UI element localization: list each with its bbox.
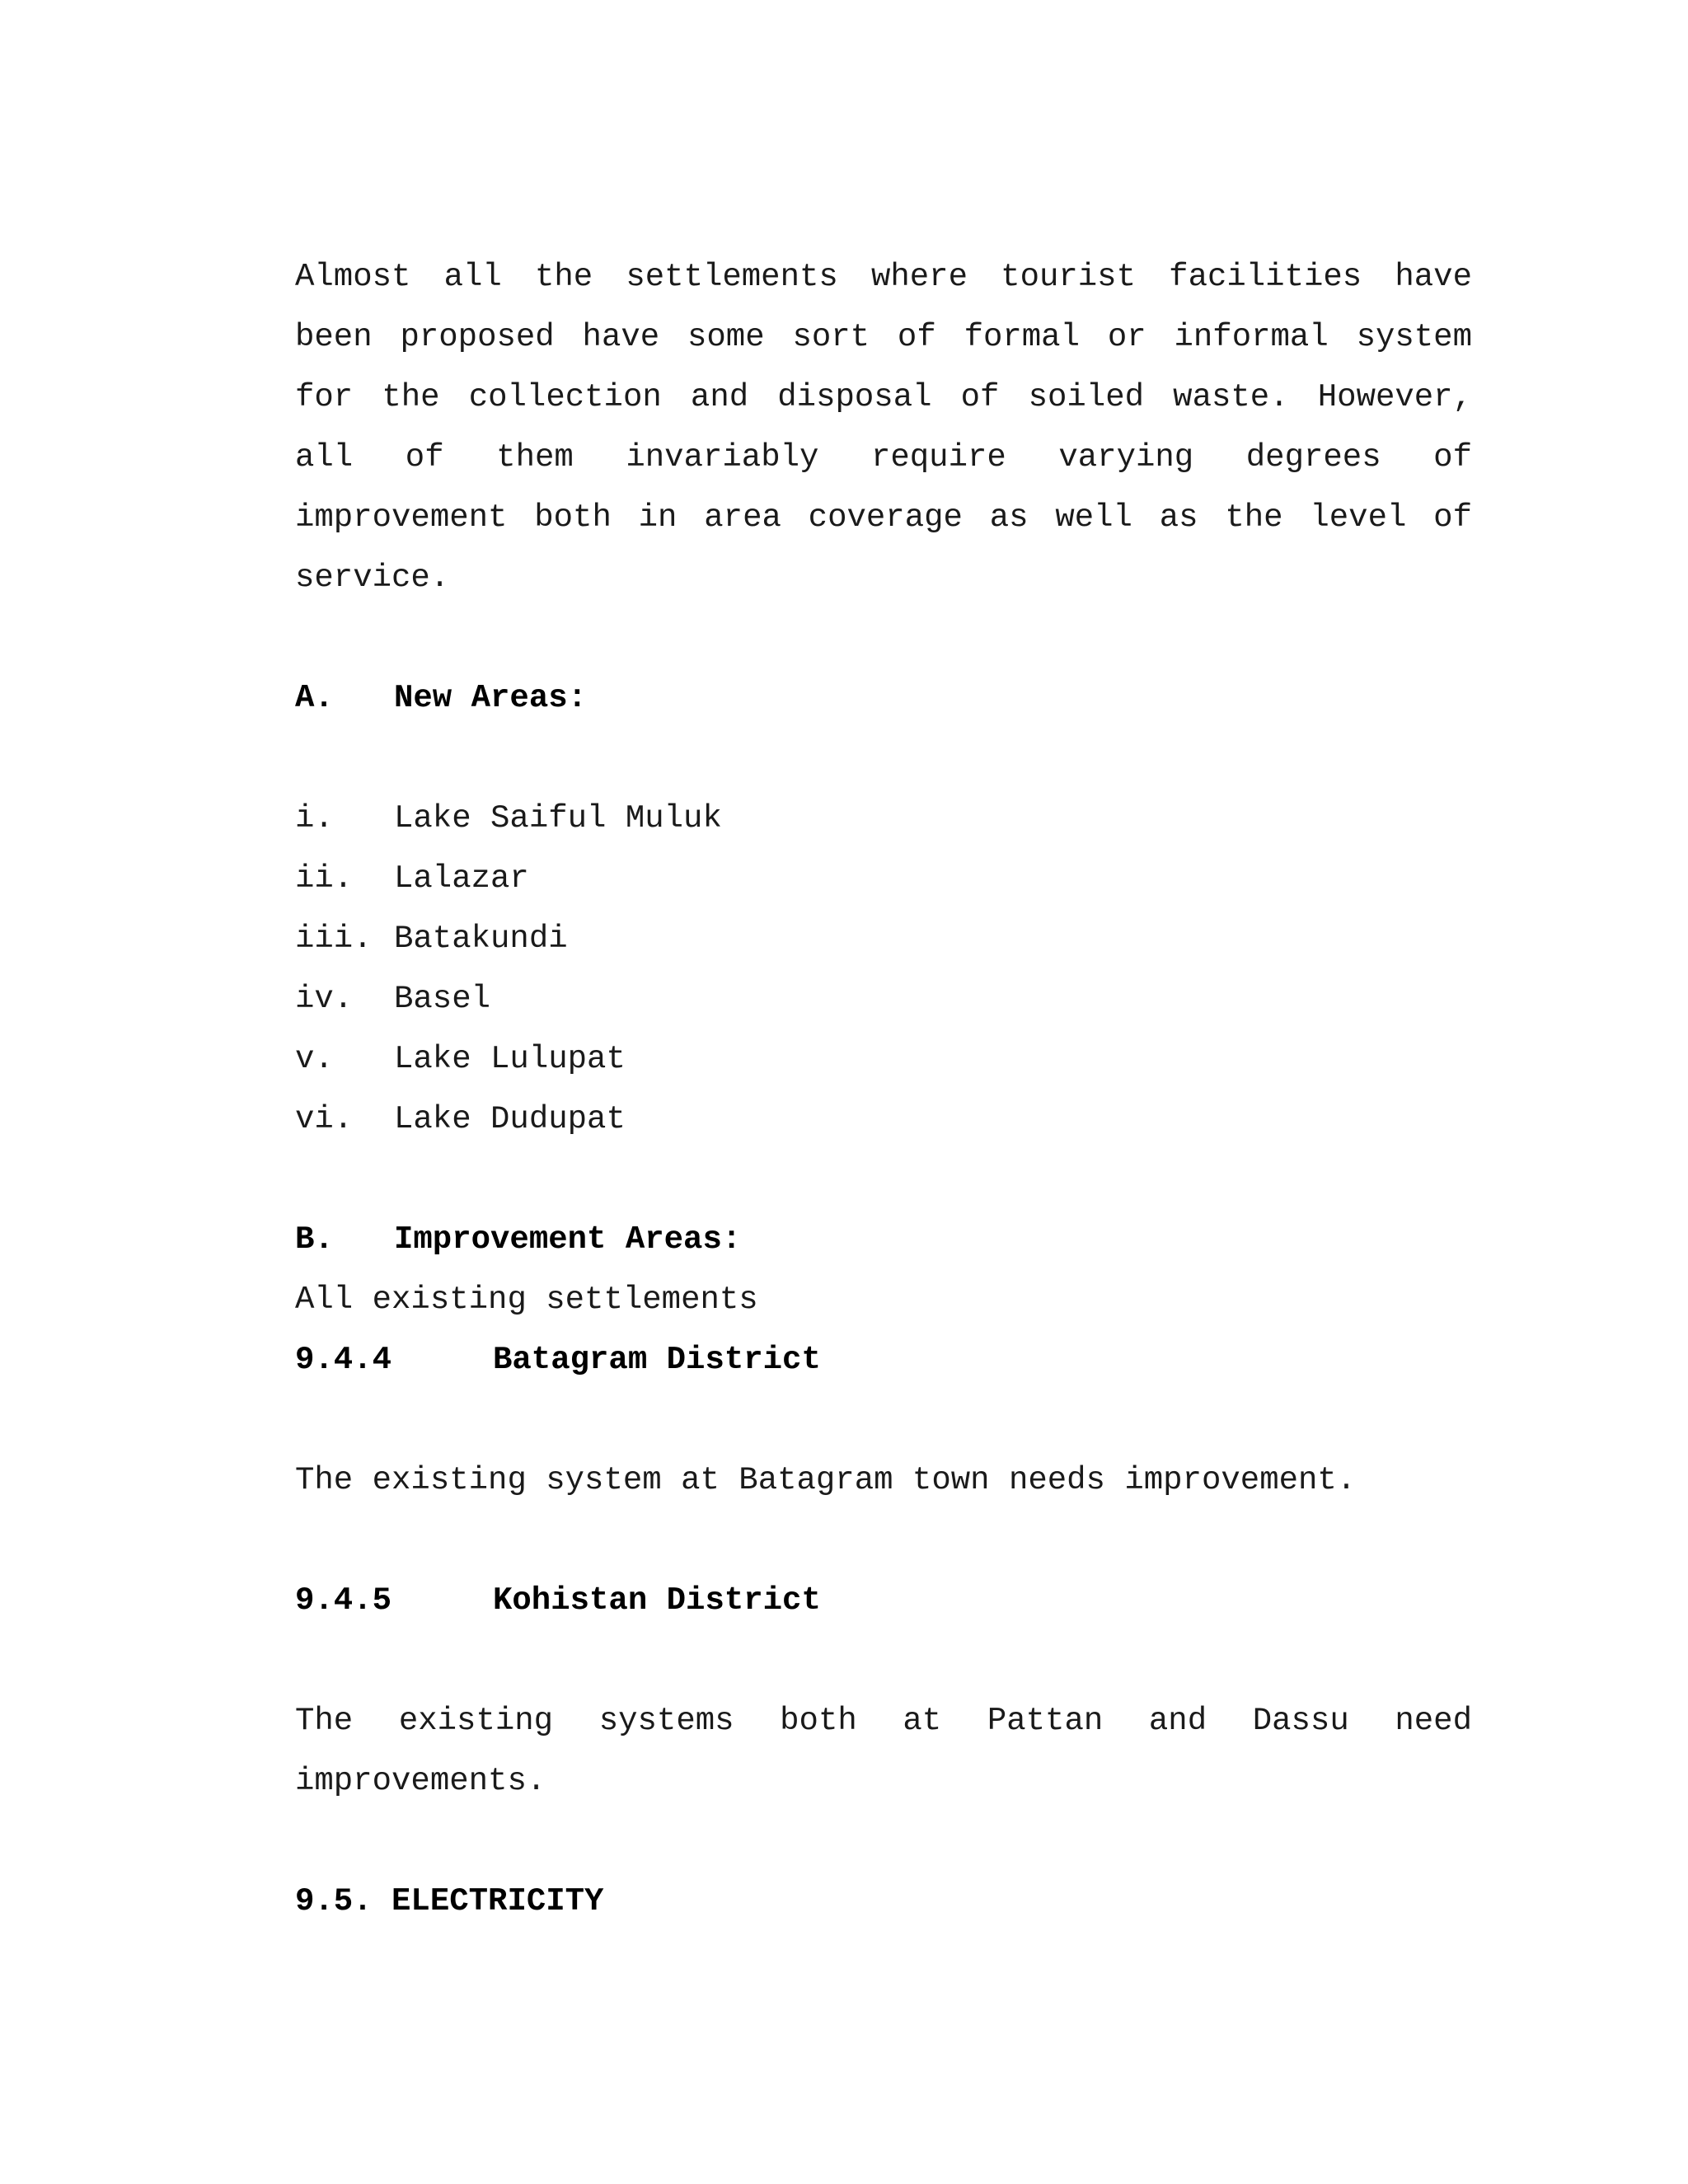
document-page bbox=[295, 247, 1472, 1932]
spacer bbox=[295, 1811, 1472, 1872]
list-item-marker: vi. bbox=[295, 1101, 354, 1137]
intro-line: for the collection and disposal of soiled waste. However, bbox=[295, 379, 1472, 415]
section-945-line: improvements. bbox=[295, 1763, 546, 1799]
list-item bbox=[295, 969, 1472, 1029]
section-a-title: New Areas: bbox=[394, 680, 588, 716]
section-945-heading bbox=[295, 1571, 1472, 1631]
spacer bbox=[295, 1511, 1472, 1571]
section-a-heading bbox=[295, 668, 1472, 729]
intro-line: improvement both in area coverage as well as the level of bbox=[295, 499, 1472, 536]
intro-line: Almost all the settlements where tourist facilities have bbox=[295, 259, 1472, 295]
list-item bbox=[295, 1090, 1472, 1150]
list-item-text: Lake Saiful Muluk bbox=[394, 800, 722, 837]
list-item-text: Lalazar bbox=[394, 860, 529, 897]
list-item-marker: iii. bbox=[295, 921, 373, 957]
section-944-text: The existing system at Batagram town needs improvement. bbox=[295, 1462, 1357, 1498]
list-item-text: Lake Lulupat bbox=[394, 1041, 626, 1077]
spacer bbox=[295, 1150, 1472, 1210]
list-item-marker: i. bbox=[295, 800, 334, 837]
list-item-marker: iv. bbox=[295, 981, 354, 1017]
intro-line: been proposed have some sort of formal or informal system bbox=[295, 319, 1472, 355]
section-b-marker: B. bbox=[295, 1221, 334, 1258]
spacer bbox=[295, 729, 1472, 789]
list-item-text: Lake Dudupat bbox=[394, 1101, 626, 1137]
section-b-title: Improvement Areas: bbox=[394, 1221, 742, 1258]
section-945-number: 9.4.5 bbox=[295, 1582, 392, 1619]
section-b-text: All existing settlements bbox=[295, 1282, 758, 1318]
list-item bbox=[295, 909, 1472, 969]
list-item bbox=[295, 849, 1472, 909]
list-item-text: Batakundi bbox=[394, 921, 568, 957]
section-944-title: Batagram District bbox=[493, 1342, 821, 1378]
list-item-marker: ii. bbox=[295, 860, 354, 897]
list-item bbox=[295, 789, 1472, 849]
intro-line: service. bbox=[295, 560, 450, 596]
section-b-heading bbox=[295, 1210, 1472, 1270]
section-945-title: Kohistan District bbox=[493, 1582, 821, 1619]
section-944-number: 9.4.4 bbox=[295, 1342, 392, 1378]
spacer bbox=[295, 608, 1472, 668]
spacer bbox=[295, 1390, 1472, 1451]
section-95-heading: 9.5. ELECTRICITY bbox=[295, 1883, 604, 1919]
section-945-line: The existing systems both at Pattan and Dassu need bbox=[295, 1703, 1472, 1739]
list-item bbox=[295, 1029, 1472, 1090]
list-item-text: Basel bbox=[394, 981, 491, 1017]
section-944-heading bbox=[295, 1330, 1472, 1390]
section-a-marker: A. bbox=[295, 680, 334, 716]
spacer bbox=[295, 1631, 1472, 1691]
intro-line: all of them invariably require varying degrees of bbox=[295, 439, 1472, 476]
list-item-marker: v. bbox=[295, 1041, 334, 1077]
